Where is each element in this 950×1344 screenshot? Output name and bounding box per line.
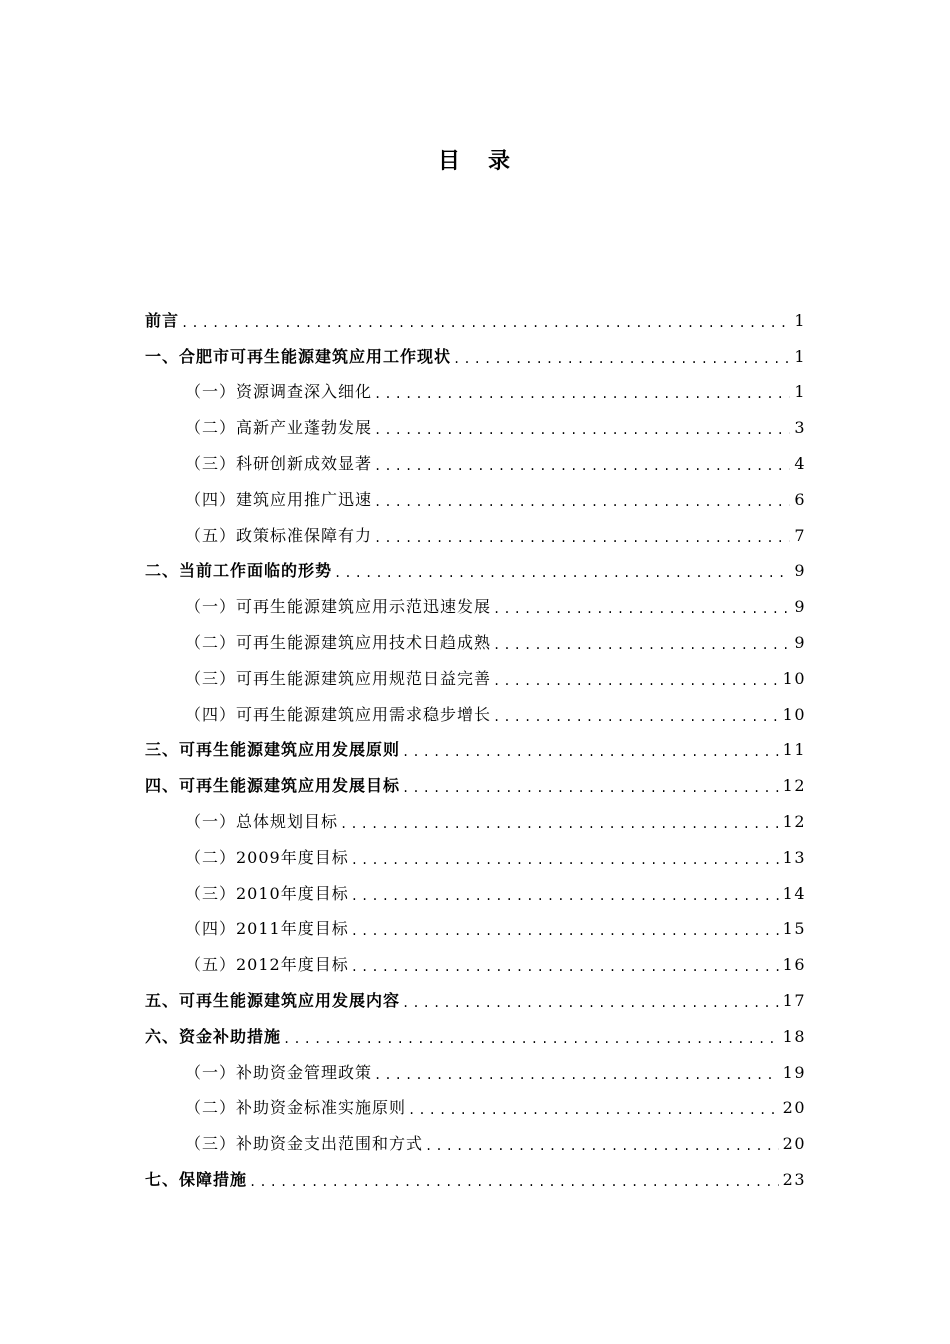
toc-entry-title: （二）高新产业蓬勃发展 <box>185 418 373 438</box>
toc-page-number: 20 <box>782 1134 806 1154</box>
toc-entry-title: （一）资源调查深入细化 <box>185 382 373 402</box>
toc-page-number: 15 <box>782 919 806 939</box>
toc-page-number: 3 <box>794 418 806 438</box>
toc-page-number: 1 <box>794 346 806 366</box>
toc-page-number: 9 <box>794 597 806 617</box>
toc-leader-dots <box>493 595 790 619</box>
toc-leader-dots <box>374 380 790 404</box>
toc-entry-title: （三）可再生能源建筑应用规范日益完善 <box>185 668 492 688</box>
toc-entry[interactable] <box>145 303 806 339</box>
toc-page-number: 11 <box>782 740 806 760</box>
toc-entry[interactable] <box>145 589 806 625</box>
toc-entry[interactable] <box>145 1162 806 1198</box>
toc-entry[interactable] <box>145 410 806 446</box>
toc-entry-title: 六、资金补助措施 <box>145 1026 282 1046</box>
toc-leader-dots <box>181 309 790 333</box>
toc-entry[interactable] <box>145 1126 806 1162</box>
toc-leader-dots <box>402 989 779 1013</box>
toc-entry[interactable] <box>145 1019 806 1055</box>
toc-entry-title: （四）2011年度目标 <box>185 919 349 939</box>
toc-leader-dots <box>334 559 790 583</box>
toc-leader-dots <box>249 1168 779 1192</box>
toc-entry[interactable] <box>145 518 806 554</box>
toc-entry-title: （四）可再生能源建筑应用需求稳步增长 <box>185 704 492 724</box>
toc-leader-dots <box>283 1025 779 1049</box>
toc-leader-dots <box>374 416 790 440</box>
toc-entry[interactable] <box>145 876 806 912</box>
toc-page-number: 1 <box>794 382 806 402</box>
toc-entry[interactable] <box>145 983 806 1019</box>
title-part-2: 录 <box>488 149 513 174</box>
toc-leader-dots <box>425 1132 779 1156</box>
toc-entry[interactable] <box>145 375 806 411</box>
toc-leader-dots <box>351 917 779 941</box>
toc-entry[interactable] <box>145 947 806 983</box>
toc-entry[interactable] <box>145 625 806 661</box>
toc-leader-dots <box>351 953 779 977</box>
toc-entry-title: （一）补助资金管理政策 <box>185 1062 373 1082</box>
toc-leader-dots <box>408 1096 779 1120</box>
toc-entry[interactable] <box>145 661 806 697</box>
toc-page-number: 7 <box>794 525 806 545</box>
toc-entry-title: （二）可再生能源建筑应用技术日趋成熟 <box>185 633 492 653</box>
toc-leader-dots <box>493 703 779 727</box>
toc-entry-title: （五）政策标准保障有力 <box>185 525 373 545</box>
toc-entry-title: （二）2009年度目标 <box>185 847 349 867</box>
toc-entry[interactable] <box>145 339 806 375</box>
toc-leader-dots <box>351 882 779 906</box>
toc-leader-dots <box>402 774 779 798</box>
toc-entry[interactable] <box>145 1055 806 1091</box>
toc-page-number: 20 <box>782 1098 806 1118</box>
toc-entry-title: 二、当前工作面临的形势 <box>145 561 333 581</box>
toc-leader-dots <box>340 810 779 834</box>
toc-entry-title: （四）建筑应用推广迅速 <box>185 489 373 509</box>
toc-leader-dots <box>374 488 790 512</box>
toc-leader-dots <box>402 738 779 762</box>
toc-entry[interactable] <box>145 733 806 769</box>
toc-page-number: 10 <box>782 668 806 688</box>
toc-page-number: 16 <box>782 955 806 975</box>
toc-entry-title: （一）可再生能源建筑应用示范迅速发展 <box>185 597 492 617</box>
title-part-1: 目 <box>437 149 462 174</box>
toc-entry-title: 五、可再生能源建筑应用发展内容 <box>145 991 401 1011</box>
toc-leader-dots <box>453 345 790 369</box>
toc-entry-title: 前言 <box>145 310 180 330</box>
toc-page-number: 23 <box>782 1170 806 1190</box>
page-title <box>0 146 950 178</box>
toc-page-number: 13 <box>782 847 806 867</box>
table-of-contents <box>145 303 806 1198</box>
toc-page-number: 14 <box>782 883 806 903</box>
toc-leader-dots <box>351 846 779 870</box>
toc-page-number: 9 <box>794 561 806 581</box>
toc-entry[interactable] <box>145 697 806 733</box>
toc-page-number: 12 <box>782 812 806 832</box>
toc-entry-title: 一、合肥市可再生能源建筑应用工作现状 <box>145 346 452 366</box>
toc-page-number: 1 <box>794 310 806 330</box>
toc-leader-dots <box>493 631 790 655</box>
toc-leader-dots <box>374 452 790 476</box>
toc-entry[interactable] <box>145 554 806 590</box>
toc-entry[interactable] <box>145 1091 806 1127</box>
toc-page-number: 18 <box>782 1026 806 1046</box>
toc-entry-title: （五）2012年度目标 <box>185 955 349 975</box>
toc-entry-title: （三）2010年度目标 <box>185 883 349 903</box>
toc-entry[interactable] <box>145 482 806 518</box>
toc-page-number: 9 <box>794 633 806 653</box>
toc-entry[interactable] <box>145 804 806 840</box>
toc-entry[interactable] <box>145 446 806 482</box>
toc-entry-title: 三、可再生能源建筑应用发展原则 <box>145 740 401 760</box>
toc-leader-dots <box>374 524 790 548</box>
toc-page-number: 4 <box>794 454 806 474</box>
toc-leader-dots <box>493 667 779 691</box>
toc-entry[interactable] <box>145 840 806 876</box>
toc-page-number: 6 <box>794 489 806 509</box>
toc-page-number: 19 <box>782 1062 806 1082</box>
toc-leader-dots <box>374 1061 779 1085</box>
toc-page-number: 10 <box>782 704 806 724</box>
toc-page-number: 12 <box>782 776 806 796</box>
toc-entry-title: 四、可再生能源建筑应用发展目标 <box>145 776 401 796</box>
toc-entry[interactable] <box>145 768 806 804</box>
toc-entry[interactable] <box>145 912 806 948</box>
toc-entry-title: 七、保障措施 <box>145 1170 248 1190</box>
toc-entry-title: （三）补助资金支出范围和方式 <box>185 1134 424 1154</box>
toc-page-number: 17 <box>782 991 806 1011</box>
toc-entry-title: （二）补助资金标准实施原则 <box>185 1098 407 1118</box>
toc-entry-title: （三）科研创新成效显著 <box>185 454 373 474</box>
toc-entry-title: （一）总体规划目标 <box>185 812 339 832</box>
